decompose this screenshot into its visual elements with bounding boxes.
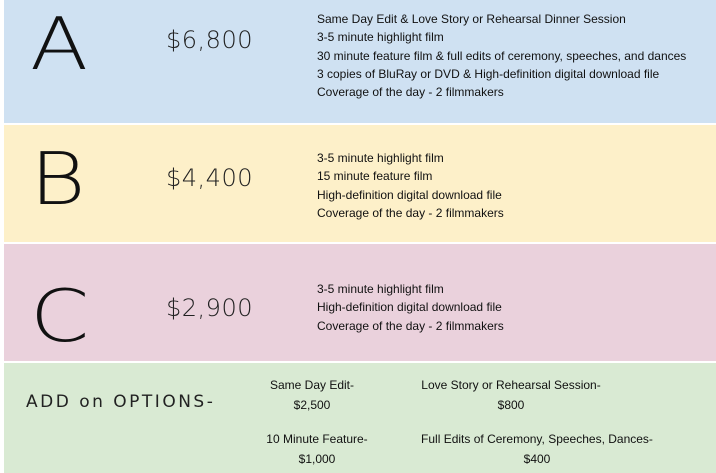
feature-item: 15 minute feature film bbox=[317, 169, 433, 184]
addon-name: Same Day Edit- bbox=[269, 378, 355, 392]
addon-price: $800 bbox=[497, 398, 525, 412]
addon-same-day-edit bbox=[257, 375, 367, 415]
package-b-section bbox=[4, 125, 716, 242]
addon-name: Full Edits of Ceremony, Speeches, Dances- bbox=[421, 432, 653, 446]
package-b-features bbox=[317, 149, 504, 222]
feature-item: 3 copies of BluRay or DVD & High-definition digital download file bbox=[317, 66, 660, 81]
feature-item: Coverage of the day - 2 filmmakers bbox=[317, 85, 504, 100]
addon-price: $2,500 bbox=[293, 398, 331, 412]
package-c-letter: C bbox=[30, 274, 90, 358]
package-c-price: $2,900 bbox=[166, 294, 253, 322]
feature-item: Same Day Edit & Love Story or Rehearsal Dinner Session bbox=[317, 12, 626, 26]
package-a-section bbox=[4, 0, 716, 123]
addon-options-section bbox=[4, 363, 716, 473]
feature-item: High-definition digital download file bbox=[317, 300, 502, 315]
addon-name: Love Story or Rehearsal Session- bbox=[421, 378, 601, 392]
package-a-features bbox=[317, 10, 686, 101]
addon-name: 10 Minute Feature- bbox=[266, 432, 368, 446]
package-b-letter: B bbox=[30, 137, 86, 221]
feature-item: 3-5 minute highlight film bbox=[317, 282, 444, 296]
package-c-features bbox=[317, 280, 504, 335]
feature-item: 30 minute feature film & full edits of ceremony, speeches, and dances bbox=[317, 48, 687, 63]
addon-options-title: ADD on OPTIONS- bbox=[26, 392, 216, 412]
package-a-letter: A bbox=[30, 2, 89, 86]
addon-price: $1,000 bbox=[298, 452, 336, 466]
feature-item: Coverage of the day - 2 filmmakers bbox=[317, 205, 504, 220]
addon-ten-minute-feature bbox=[257, 429, 377, 469]
feature-item: 3-5 minute highlight film bbox=[317, 151, 444, 165]
addon-love-story bbox=[406, 375, 616, 415]
addon-price: $400 bbox=[523, 452, 551, 466]
feature-item: Coverage of the day - 2 filmmakers bbox=[317, 318, 504, 333]
package-c-section bbox=[4, 244, 716, 361]
package-b-price: $4,400 bbox=[166, 164, 253, 192]
package-a-price: $6,800 bbox=[166, 26, 253, 54]
feature-item: 3-5 minute highlight film bbox=[317, 30, 444, 45]
feature-item: High-definition digital download file bbox=[317, 187, 502, 202]
addon-full-edits bbox=[406, 429, 668, 469]
